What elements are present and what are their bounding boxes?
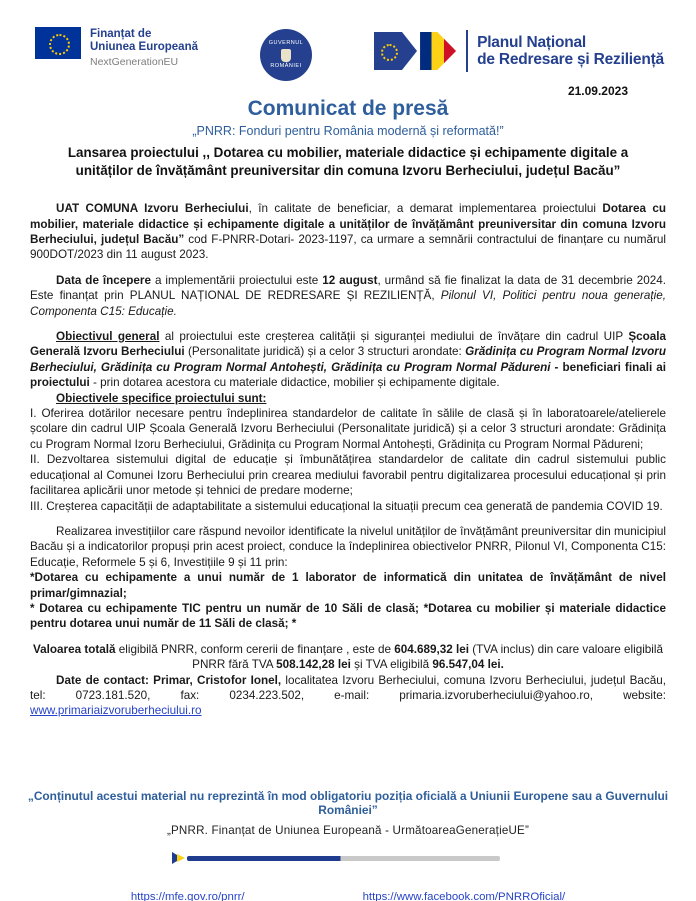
footer-links bbox=[0, 891, 696, 901]
footer-disclaimer: „Conținutul acestui material nu reprezintă în mod obligatoriu poziția oficială a Uniunii Europene sau a Guvernului României” bbox=[27, 789, 669, 817]
mfe-link[interactable]: https://mfe.gov.ro/pnrr/ bbox=[130, 891, 245, 901]
project-headline: Lansarea proiectului ,, Dotarea cu mobilier, materiale didactice și echipamente digitale a unităților de învățământ preuniversitar din comuna Izvoru Berheciului, județul Bacău” bbox=[67, 145, 629, 179]
pnrr-tricolor-arrow-icon bbox=[420, 32, 456, 70]
paragraph-objectives-heading: Obiectivele specifice proiectului sunt: bbox=[56, 391, 267, 405]
pnrr-logo-text bbox=[477, 34, 664, 69]
eu-flag-icon bbox=[35, 27, 81, 59]
header bbox=[0, 0, 696, 81]
paragraph-total-value: Valoarea totală eligibilă PNRR, conform cererii de finanțare , este de 604.689,32 lei (TVA inclus) din care valoare eligibilă PNRR fără TVA 508.142,28 lei și TVA eligibilă 96.547,04 lei. bbox=[33, 642, 663, 672]
pnrr-logo-divider bbox=[466, 30, 468, 72]
gov-coat-of-arms-icon bbox=[281, 49, 291, 62]
footer-progress-bar bbox=[172, 852, 500, 864]
eu-stars-icon bbox=[49, 34, 70, 55]
paragraph-contact: Date de contact: Primar, Cristofor Ionel, localitatea Izvoru Berheciului, comuna Izvoru Berheciului, județul Bacău, tel: 0723.181.520, fax: 0234.223.502, e-mail: primaria.izvoruberheciului@yahoo.ro, website: www.primariaizvoruberheciului.ro bbox=[30, 673, 666, 718]
paragraph-objective-general: Obiectivul general al proiectului este creșterea calității și siguranței mediului de învățare din cadrul UIP Școala Generală Izvoru Berheciului (Personalitate juridică) și a celor 3 structuri arondate: Grădinița cu Program Normal Izvoru Berheciului, Grădinița cu Program Normal Antohești, Grădinița cu Program Normal Pădureni - beneficiari finali ai proiectului - prin dotarea acestora cu materiale didactice, mobilier și echipamente digitale. bbox=[30, 330, 667, 390]
eu-logo-line2: Uniunea Europeană bbox=[90, 41, 198, 54]
footer-pnrr-line: „PNRR. Finanțat de Uniunea Europeană - UrmătoareaGenerațieUE” bbox=[166, 824, 530, 837]
footer-bar-line bbox=[187, 856, 500, 861]
eu-logo-line1: Finanțat de bbox=[90, 28, 152, 40]
page-title: Comunicat de presă bbox=[247, 97, 449, 120]
gov-seal-bottom-text: ROMÂNIEI bbox=[270, 62, 302, 69]
paragraph-endowment-2: * Dotarea cu echipamente TIC pentru un număr de 10 Săli de clasă; *Dotarea cu mobilier și materiale didactice pentru dotarea unui număr de 11 Săli de clasă; * bbox=[30, 601, 666, 631]
facebook-pnrr-link[interactable]: https://www.facebook.com/PNRROficial/ bbox=[362, 891, 566, 901]
paragraph-endowment-1: *Dotarea cu echipamente a unui număr de 1 laborator de informatică din unitatea de învățământ de nivel primar/gimnazial; bbox=[30, 571, 666, 600]
eu-logo-text bbox=[90, 27, 198, 69]
paragraph-objective-3: III. Creșterea capacității de adaptabilitate a sistemului educațional la situații precum cea generată de pandemia COVID 19. bbox=[30, 499, 663, 513]
paragraph-objective-1: I. Oferirea dotărilor necesare pentru îndeplinirea standardelor de calitate în sălile de clasă și în laboratoarele/atelierele școlare din cadrul UIP Școala Generală Izvoru Berheciului (Personalitate juridică) și a celor 3 structuri arondate: Grădinița cu Program Normal Izoru Berheciului, Grădinița cu Program Normal Antohești, Grădinița cu Program Normal Pădureni; bbox=[30, 407, 666, 451]
pnrr-logo-line1: Planul Național bbox=[477, 33, 587, 51]
paragraph-investments: Realizarea investițiilor care răspund nevoilor identificate la nivelul unităților de învățământ preuniversitar din municipiul Bacău și a indicatorilor propuși prin acest proiect, conduce la îndeplinirea obiectivelor PNRR, Pilonul VI, Componenta C15: Educație, Reformele 5 și 6, Investițiile 9 și 11 prin: bbox=[30, 524, 667, 569]
pnrr-logo bbox=[374, 30, 664, 72]
pnrr-logo-line2: de Redresare și Reziliență bbox=[477, 51, 664, 68]
paragraph-intro: UAT COMUNA Izvoru Berheciului, în calitate de beneficiar, a demarat implementarea proiectului Dotarea cu mobilier, materiale didactice și echipamente digitale a unităților de învățământ preuniversitar din comuna Izvoru Berheciului, județul Bacău” cod F-PNRR-Dotari- 2023-1197, ca urmare a semnării contractului de finanțare cu numărul 900DOT/2023 din 11 august 2023. bbox=[30, 202, 666, 262]
eu-funding-logo bbox=[35, 27, 198, 69]
eu-logo-line3: NextGenerationEU bbox=[90, 56, 179, 69]
document-date: 21.09.2023 bbox=[567, 84, 628, 98]
page-subtitle: „PNRR: Fonduri pentru România modernă și reformată!” bbox=[192, 124, 504, 138]
pnrr-eu-arrow-icon bbox=[374, 32, 417, 70]
footer bbox=[0, 789, 696, 901]
paragraph-objective-2: II. Dezvoltarea sistemului digital de educație și îmbunătățirea standardelor de calitate din cadrul sistemului public educațional al Comunei Izoru Berheciului prin crearea mediului favorabil pentru digitalizarea procesului educațional și prin facilitarea aplicării unor metode și tehnici de predare moderne; bbox=[30, 453, 666, 498]
document-body bbox=[0, 180, 696, 719]
gov-romania-seal-icon bbox=[260, 29, 312, 81]
arrow-icon bbox=[172, 852, 187, 864]
gov-seal-top-text: GUVERNUL bbox=[268, 39, 304, 46]
inline-website-link[interactable]: www.primariaizvoruberheciului.ro bbox=[30, 704, 202, 718]
paragraph-dates: Data de începere a implementării proiectului este 12 august, urmând să fie finalizat la data de 31 decembrie 2024. Este finanțat prin PLANUL NAȚIONAL DE REDRESARE ȘI REZILIENȚĂ, Pilonul VI, Politici pentru noua generație, Componenta C15: Educație. bbox=[30, 273, 666, 318]
